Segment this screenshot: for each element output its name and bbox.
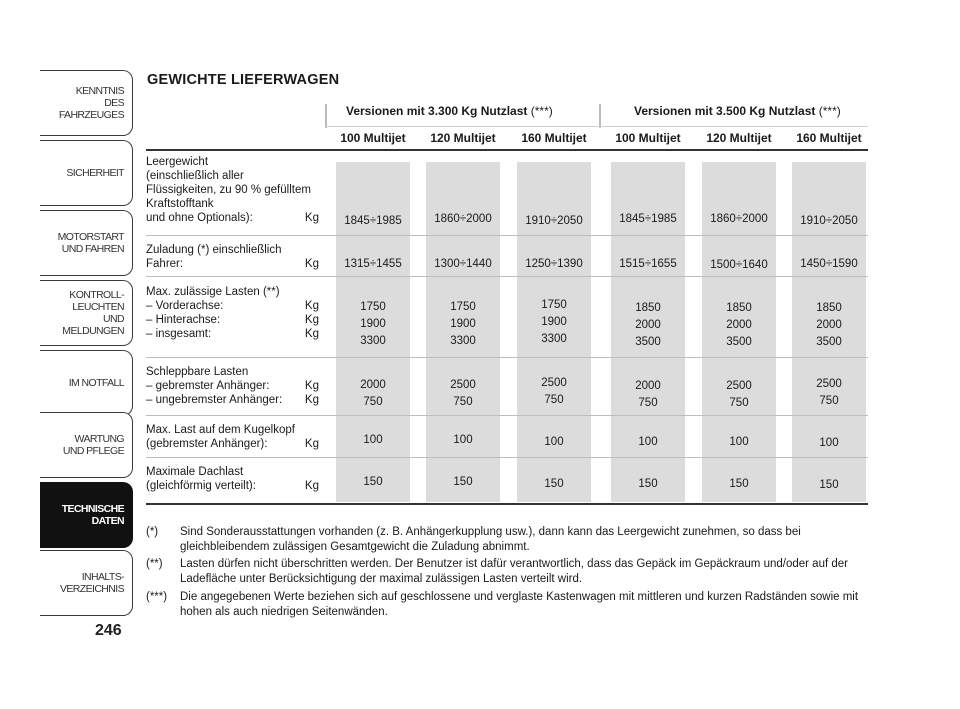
table-cell (695, 257, 783, 274)
cell-value: 1750 (360, 301, 386, 313)
table-cell (785, 435, 873, 452)
table-cell (419, 299, 507, 350)
row-label-line: Max. Last auf dem Kugelkopf (146, 424, 295, 436)
row-divider (146, 457, 868, 458)
footnote-mark: (*) (146, 526, 159, 538)
table-cell (695, 300, 783, 351)
cell-value: 150 (363, 476, 383, 488)
cell-value: 3500 (726, 336, 752, 348)
footnote-text: Die angegebenen Werte beziehen sich auf geschlossene und verglaste Kastenwagen mit mittleren und kurzen Radständen sowie mit hohen als auch niedrigen Seitenwänden. (180, 591, 859, 618)
row-label-line: (gleichförmig verteilt): (146, 480, 256, 492)
row-label-line: (gebremster Anhänger): (146, 438, 268, 450)
tab-label-line: DES FAHRZEUGES (58, 97, 124, 121)
tab-label-line: UND FAHREN (61, 243, 124, 255)
cell-value: 100 (544, 436, 564, 448)
cell-value: 1900 (450, 318, 476, 330)
cell-value: 1860÷2000 (710, 213, 768, 225)
row-label-leergewicht (146, 155, 319, 225)
cell-value: 100 (819, 437, 839, 449)
table-cell (329, 432, 417, 449)
cell-value: 1250÷1390 (525, 258, 583, 270)
cell-value: 750 (544, 394, 564, 406)
group-note: (***) (530, 104, 553, 118)
cell-value: 2500 (541, 377, 567, 389)
row-label-line: Maximale Dachlast (146, 466, 244, 478)
table-cell (329, 377, 417, 411)
table-cell (419, 432, 507, 449)
tab-label-line: KONTROLL- (69, 289, 124, 301)
unit: Kg (304, 380, 319, 392)
row-label-kugelkopf (146, 423, 319, 451)
cell-value: 2000 (635, 319, 661, 331)
unit: Kg (304, 300, 319, 312)
tab-wartung-und-pflege[interactable] (40, 412, 133, 478)
group-divider (599, 104, 601, 128)
row-label-line: Flüssigkeiten, zu 90 % gefülltem (146, 184, 311, 196)
cell-value: 2000 (635, 380, 661, 392)
row-divider (146, 357, 868, 358)
table-cell (695, 378, 783, 412)
cell-value: 100 (638, 436, 658, 448)
tab-label-line: MOTORSTART (57, 231, 124, 243)
tab-im-notfall[interactable] (40, 350, 133, 416)
table-cell (604, 211, 692, 228)
cell-value: 1900 (541, 316, 567, 328)
page-number: 246 (95, 622, 122, 639)
tab-label-line: KENNTNIS (75, 85, 124, 97)
row-label-max-lasten (146, 285, 319, 341)
table-cell (329, 256, 417, 273)
table-cell (785, 256, 873, 273)
cell-value: 2500 (450, 379, 476, 391)
row-label-line: – ungebremster Anhänger: (146, 394, 283, 406)
table-cell (604, 256, 692, 273)
cell-value: 3300 (450, 335, 476, 347)
group-divider (325, 104, 327, 128)
row-label-line: – Vorderachse: (146, 300, 224, 312)
row-label-dachlast (146, 465, 319, 493)
cell-value: 100 (363, 434, 383, 446)
table-cell (604, 300, 692, 351)
unit: Kg (304, 212, 319, 224)
unit: Kg (304, 438, 319, 450)
table-cell (604, 378, 692, 412)
cell-value: 3300 (360, 335, 386, 347)
column-header: 120 Multijet (430, 131, 496, 145)
cell-value: 1750 (541, 299, 567, 311)
group-header-3500 (634, 104, 841, 118)
tab-label-line: IM NOTFALL (68, 377, 124, 389)
cell-value: 1850 (726, 302, 752, 314)
row-label-line: – insgesamt: (146, 328, 212, 340)
tab-inhaltsverzeichnis[interactable] (40, 550, 133, 616)
tab-technische-daten[interactable] (40, 482, 133, 548)
group-header-3300 (346, 104, 553, 118)
cell-value: 1500÷1640 (710, 259, 768, 271)
cell-value: 100 (729, 436, 749, 448)
cell-value: 2500 (816, 378, 842, 390)
cell-value: 2000 (360, 379, 386, 391)
tab-kontrollleuchten[interactable] (40, 280, 133, 346)
cell-value: 150 (819, 479, 839, 491)
footnote-mark: (**) (146, 558, 163, 570)
cell-value: 1315÷1455 (344, 258, 402, 270)
table-cell (510, 476, 598, 493)
cell-value: 3500 (635, 336, 661, 348)
column-header: 160 Multijet (796, 131, 862, 145)
cell-value: 2000 (726, 319, 752, 331)
row-label-line: Kraftstofftank (146, 198, 214, 210)
cell-value: 2000 (816, 319, 842, 331)
cell-value: 1845÷1985 (344, 215, 402, 227)
cell-value: 3300 (541, 333, 567, 345)
row-label-zuladung (146, 243, 319, 271)
cell-value: 750 (819, 395, 839, 407)
table-cell (329, 299, 417, 350)
cell-value: 750 (729, 397, 749, 409)
table-header-rule (146, 149, 868, 151)
table-cell (419, 256, 507, 273)
cell-value: 1845÷1985 (619, 213, 677, 225)
row-divider (146, 276, 868, 277)
cell-value: 1910÷2050 (525, 215, 583, 227)
tab-label-line: INHALTS- (81, 571, 124, 583)
cell-value: 1860÷2000 (434, 213, 492, 225)
cell-value: 150 (544, 478, 564, 490)
cell-value: 1850 (635, 302, 661, 314)
cell-value: 1450÷1590 (800, 258, 858, 270)
tab-label-line: UND PFLEGE (62, 445, 124, 457)
column-header: 120 Multijet (706, 131, 772, 145)
page-title: GEWICHTE LIEFERWAGEN (147, 72, 340, 88)
cell-value: 1850 (816, 302, 842, 314)
row-label-line: und ohne Optionals): (146, 212, 253, 224)
tab-label-line: UND MELDUNGEN (62, 313, 124, 337)
tab-sicherheit[interactable] (40, 140, 133, 206)
tab-label-line: SICHERHEIT (66, 167, 124, 179)
cell-value: 750 (453, 396, 473, 408)
footnote-3 (146, 590, 876, 619)
footnote-text: Sind Sonderausstattungen vorhanden (z. B. Anhängerkupplung usw.), dann kann das Leergewicht zunehmen, so dass bei gleichbleibendem zulässigen Gesamtgewicht die Zuladung abnimmt. (180, 526, 801, 553)
cell-value: 2500 (726, 380, 752, 392)
table-cell (419, 211, 507, 228)
footnote-1 (146, 525, 876, 554)
column-header: 100 Multijet (340, 131, 406, 145)
table-cell (510, 256, 598, 273)
cell-value: 1900 (360, 318, 386, 330)
cell-value: 1515÷1655 (619, 258, 677, 270)
table-cell (604, 476, 692, 493)
tab-label-line: TECHNISCHE (61, 503, 124, 515)
tab-label-line: VERZEICHNIS (60, 583, 124, 595)
tab-kenntnis-des-fahrzeuges[interactable] (40, 70, 133, 136)
footnote-mark: (***) (146, 591, 168, 603)
cell-value: 1910÷2050 (800, 215, 858, 227)
column-header: 160 Multijet (521, 131, 587, 145)
table-cell (785, 300, 873, 351)
table-cell (329, 213, 417, 230)
table-cell (419, 474, 507, 491)
cell-value: 150 (453, 476, 473, 488)
row-label-line: (einschließlich aller (146, 170, 244, 182)
group-note: (***) (818, 104, 841, 118)
unit: Kg (304, 328, 319, 340)
tab-label-line: DATEN (91, 515, 124, 527)
tab-label-line: WARTUNG (74, 433, 124, 445)
table-cell (510, 297, 598, 348)
cell-value: 3500 (816, 336, 842, 348)
row-divider (146, 235, 868, 236)
unit: Kg (304, 480, 319, 492)
row-label-line: Fahrer: (146, 258, 184, 270)
table-cell (510, 434, 598, 451)
table-cell (604, 434, 692, 451)
cell-value: 150 (638, 478, 658, 490)
table-cell (329, 474, 417, 491)
table-cell (785, 477, 873, 494)
tab-label-line: LEUCHTEN (72, 301, 124, 313)
unit: Kg (304, 258, 319, 270)
row-label-line: Zuladung (*) einschließlich (146, 244, 282, 256)
cell-value: 1750 (450, 301, 476, 313)
row-label-line: Schleppbare Lasten (146, 366, 249, 378)
cell-value: 750 (363, 396, 383, 408)
footnote-2 (146, 557, 876, 586)
group-label: Versionen mit 3.500 Kg Nutzlast (634, 104, 816, 118)
table-cell (785, 213, 873, 230)
table-cell (510, 213, 598, 230)
cell-value: 1300÷1440 (434, 258, 492, 270)
cell-value: 100 (453, 434, 473, 446)
row-divider (146, 415, 868, 416)
footnote-text: Lasten dürfen nicht überschritten werden. Der Benutzer ist dafür verantwortlich, dass das Gepäck im Gepäckraum und/oder auf der Ladefläche unter Berücksichtigung der maximal zulässigen Lasten verteilt wird. (180, 558, 848, 585)
table-bottom-rule (146, 503, 868, 505)
cell-value: 750 (638, 397, 658, 409)
row-label-line: – gebremster Anhänger: (146, 380, 270, 392)
unit: Kg (304, 394, 319, 406)
table-cell (695, 476, 783, 493)
row-label-line: – Hinterachse: (146, 314, 221, 326)
tab-motorstart-und-fahren[interactable] (40, 210, 133, 276)
table-cell (695, 211, 783, 228)
group-label: Versionen mit 3.300 Kg Nutzlast (346, 104, 528, 118)
table-cell (510, 375, 598, 409)
unit: Kg (304, 314, 319, 326)
row-label-line: Leergewicht (146, 156, 209, 168)
row-label-schleppbare-lasten (146, 365, 319, 407)
table-cell (785, 376, 873, 410)
cell-value: 150 (729, 478, 749, 490)
row-label-line: Max. zulässige Lasten (**) (146, 286, 280, 298)
table-cell (419, 377, 507, 411)
column-header: 100 Multijet (615, 131, 681, 145)
table-cell (695, 434, 783, 451)
